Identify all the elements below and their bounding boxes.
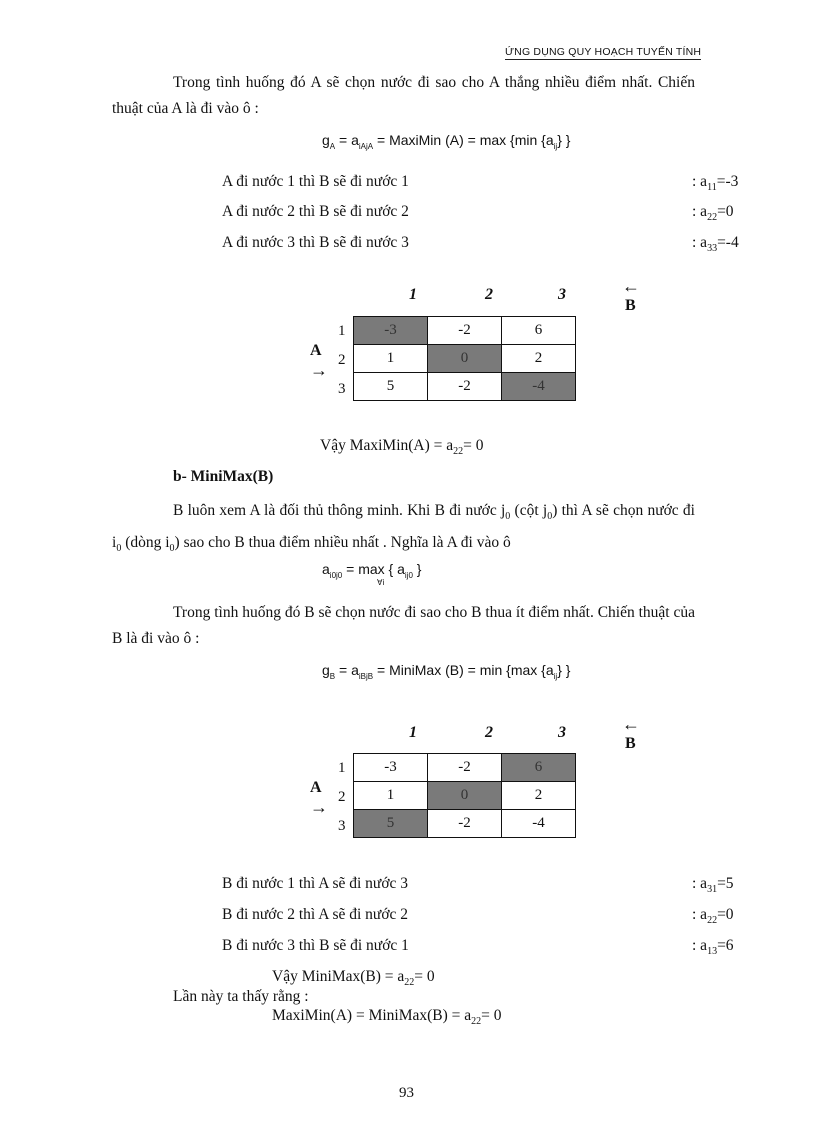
paragraph-a-strategy: Trong tình huống đó A sẽ chọn nước đi sao cho A thắng nhiều điểm nhất. Chiến thuật của A là đi vào ô : — [112, 74, 695, 117]
col-header-3: 3 — [558, 286, 566, 303]
col-header-3: 3 — [558, 724, 566, 741]
move-b-1: B đi nước 1 thì A sẽ đi nước 3 : $a_{31}=5$ — [222, 875, 734, 896]
col-header-2: 2 — [485, 724, 493, 741]
table-row — [354, 345, 576, 373]
formula-minimax: $g_B = a_{iBjB}$ = MiniMax (B) = min {max $\{a_{ij}\}$ } — [322, 662, 571, 681]
move-b-3: B đi nước 3 thì B sẽ đi nước 1 : $a_{13}=6$ — [222, 937, 734, 958]
table-row — [354, 373, 576, 401]
row-label-1: 1 — [338, 760, 346, 776]
for-all-subscript: ∀i — [377, 578, 385, 587]
paragraph-b-intro: B luôn xem A là đối thủ thông minh. Khi B đi nước $j_0$ (cột $j_0$) thì A sẽ chọn nước đi $i_0$ (dòng $i_0$) sao cho B thua điểm nhiều nhất . Nghĩa là A đi vào ô — [112, 502, 695, 555]
col-header-1: 1 — [409, 724, 417, 741]
matrix-cell: 0 — [428, 345, 502, 373]
matrix-cell: -3 — [354, 754, 428, 782]
matrix-cell: 5 — [354, 373, 428, 401]
section-title: b- MiniMax(B) — [173, 468, 274, 485]
matrix-cell: -2 — [428, 317, 502, 345]
player-a-label: A — [310, 342, 322, 359]
right-arrow-icon: → — [310, 797, 328, 817]
table-row — [354, 317, 576, 345]
matrix-2-table — [353, 753, 576, 838]
row-label-2: 2 — [338, 352, 346, 368]
move-b-2: B đi nước 2 thì A sẽ đi nước 2 : $a_{22}=0$ — [222, 906, 734, 927]
player-b-label: B — [625, 297, 636, 314]
matrix-cell: -2 — [428, 373, 502, 401]
matrix-cell: 1 — [354, 782, 428, 810]
matrix-cell: -2 — [428, 810, 502, 838]
move-a-2: A đi nước 2 thì B sẽ đi nước 2 : $a_{22}=0$ — [222, 203, 734, 224]
page-number: 93 — [399, 1085, 414, 1101]
row-label-1: 1 — [338, 323, 346, 339]
col-header-2: 2 — [485, 286, 493, 303]
matrix-cell: -4 — [502, 373, 576, 401]
move-a-3: A đi nước 3 thì B sẽ đi nước 3 : $a_{33}=-4$ — [222, 234, 739, 255]
running-header: ỨNG DỤNG QUY HOẠCH TUYẾN TÍNH — [505, 46, 702, 58]
col-header-1: 1 — [409, 286, 417, 303]
minimax-result: Vậy MiniMax(B) = $a_{22}= 0$ — [272, 968, 435, 989]
formula-a-choice: $a_{i0j0} = \max$ { $a_{ij0}$ } ∀i — [322, 561, 422, 587]
paragraph-b-strategy: Trong tình huống đó B sẽ chọn nước đi sao cho B thua ít điểm nhất. Chiến thuật của B là đi vào ô : — [112, 604, 695, 647]
matrix-cell: 5 — [354, 810, 428, 838]
right-arrow-icon: → — [310, 360, 328, 380]
matrix-cell: 0 — [428, 782, 502, 810]
table-row — [354, 754, 576, 782]
row-label-2: 2 — [338, 789, 346, 805]
move-a-1: A đi nước 1 thì B sẽ đi nước 1 : $a_{11}=-3$ — [222, 173, 739, 194]
matrix-cell: -3 — [354, 317, 428, 345]
player-b-label: B — [625, 735, 636, 752]
conclusion-intro: Lần này ta thấy rằng : — [173, 988, 309, 1005]
row-label-3: 3 — [338, 818, 346, 834]
matrix-cell: 6 — [502, 754, 576, 782]
maximin-result: Vậy MaxiMin(A) = $a_{22}= 0$ — [320, 437, 484, 458]
matrix-cell: 2 — [502, 782, 576, 810]
formula-maximin: $g_A = a_{iAjA}$ = MaxiMin (A) = max {min $\{a_{ij}\}$ } — [322, 132, 571, 151]
matrix-cell: -2 — [428, 754, 502, 782]
matrix-cell: -4 — [502, 810, 576, 838]
matrix-cell: 1 — [354, 345, 428, 373]
table-row — [354, 782, 576, 810]
left-arrow-icon: ← — [622, 714, 640, 734]
row-label-3: 3 — [338, 381, 346, 397]
matrix-1-table — [353, 316, 576, 401]
left-arrow-icon: ← — [622, 276, 640, 296]
conclusion-equation: MaxiMin(A) = MiniMax(B) = $a_{22}= 0$ — [272, 1007, 502, 1028]
player-a-label: A — [310, 779, 322, 796]
table-row — [354, 810, 576, 838]
matrix-cell: 6 — [502, 317, 576, 345]
matrix-cell: 2 — [502, 345, 576, 373]
